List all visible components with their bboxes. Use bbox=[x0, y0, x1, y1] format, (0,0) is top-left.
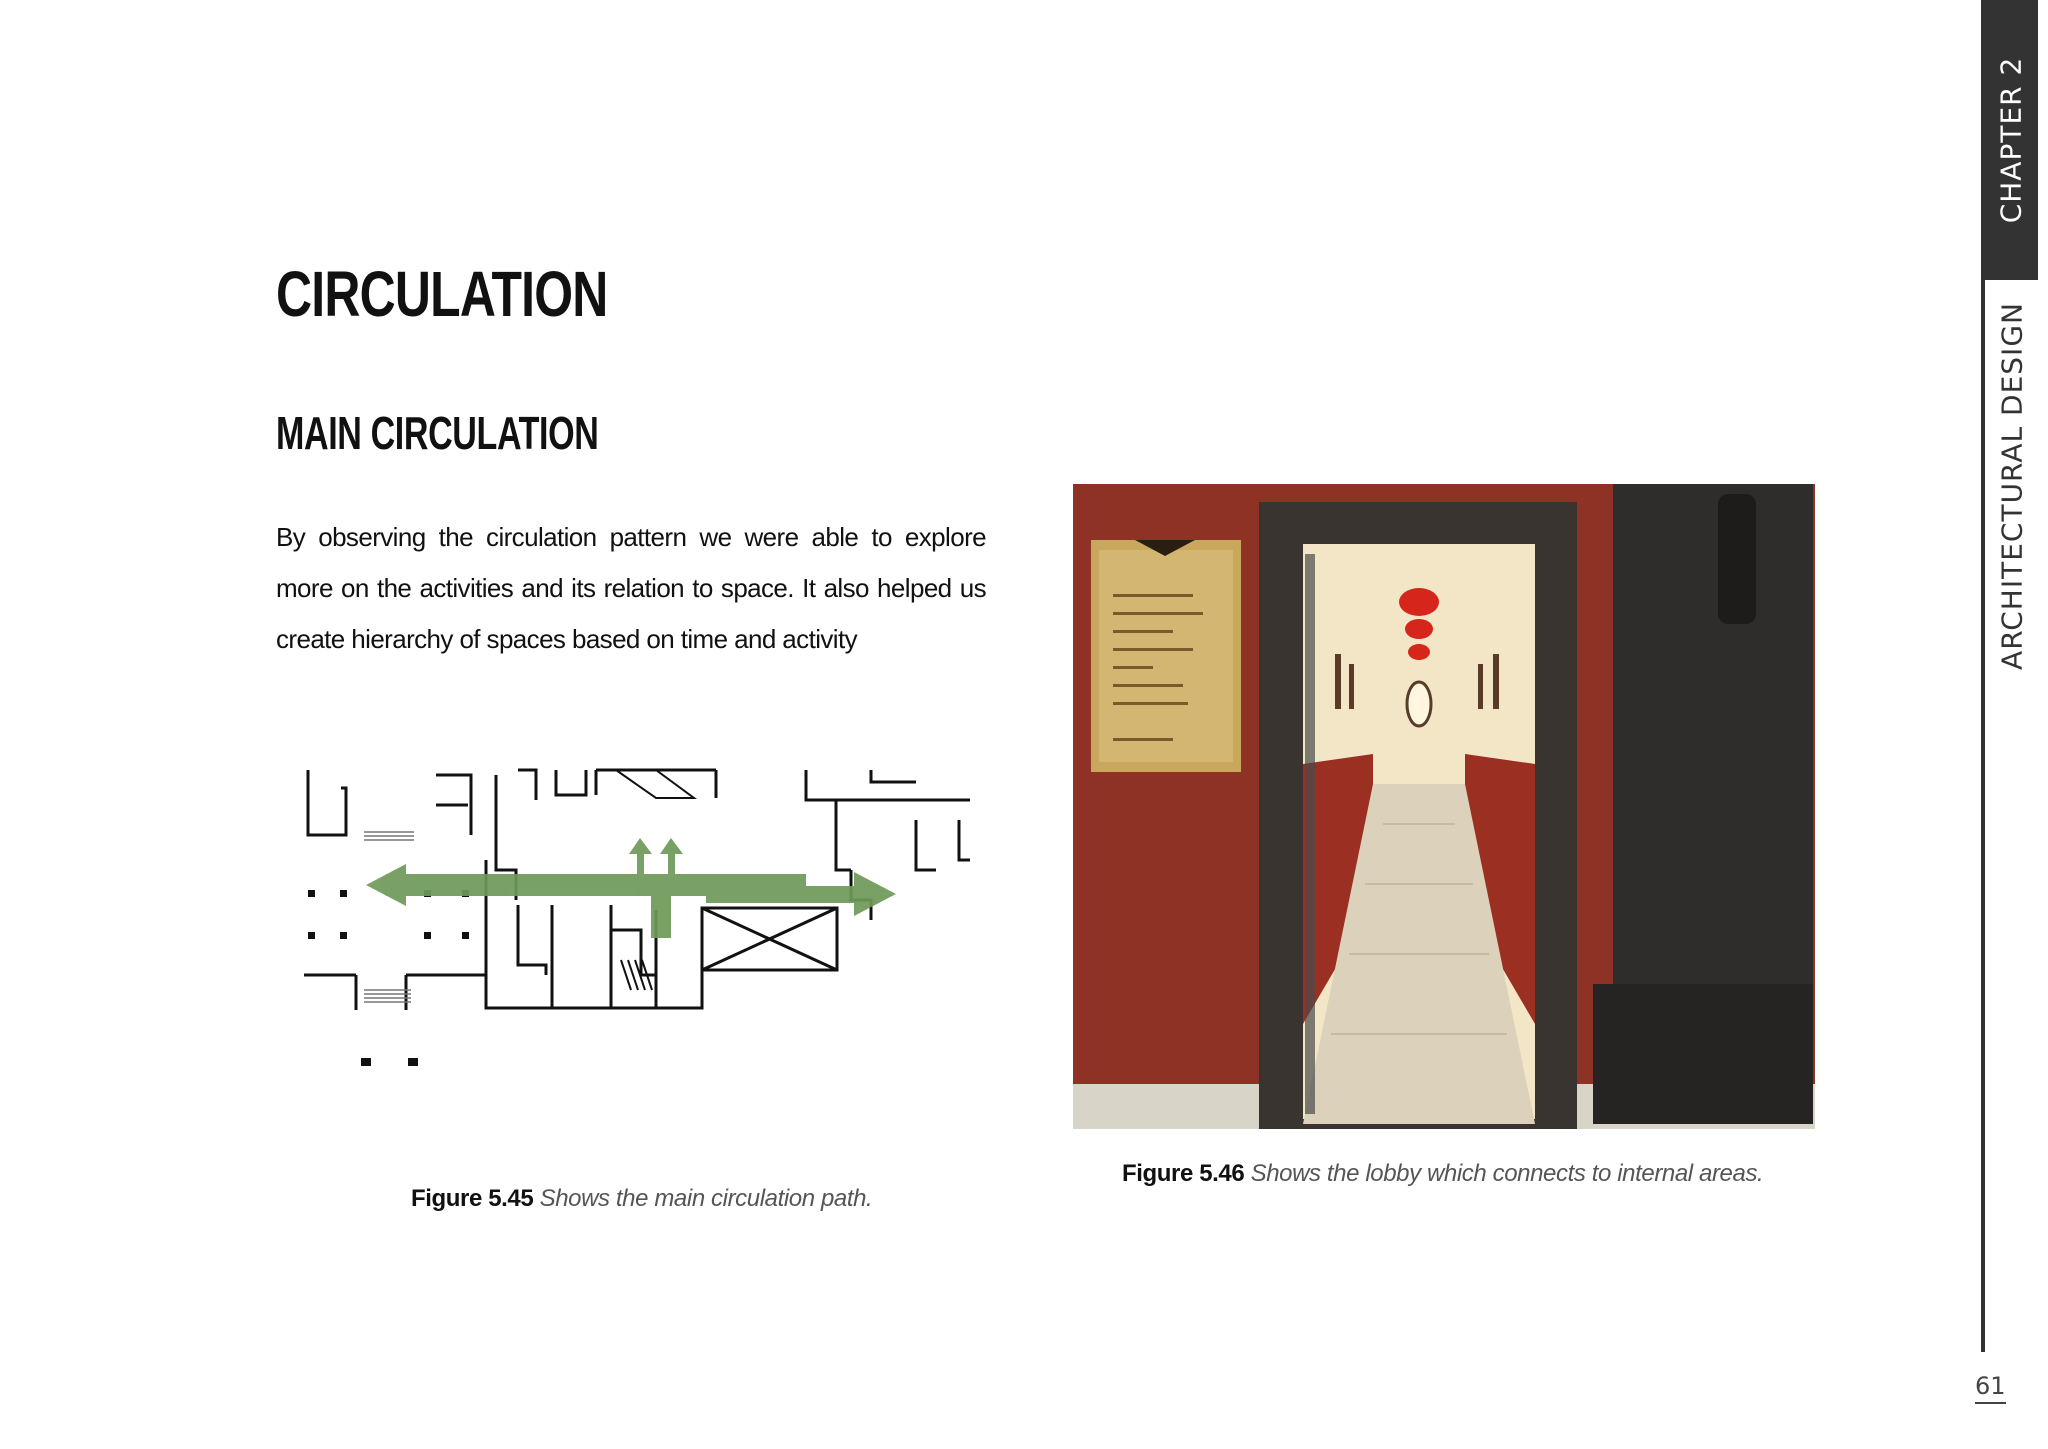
figure-description: Shows the main circulation path. bbox=[539, 1185, 873, 1212]
figure-5-46-caption bbox=[1122, 1160, 1763, 1188]
section-label: ARCHITECTURAL DESIGN bbox=[1995, 302, 2029, 670]
page-number: 61 bbox=[1975, 1372, 2006, 1404]
lobby-photo bbox=[1073, 484, 1815, 1129]
figure-5-45-caption bbox=[411, 1185, 872, 1213]
figure-number: Figure 5.46 bbox=[1122, 1160, 1245, 1187]
figure-number: Figure 5.45 bbox=[411, 1185, 534, 1212]
floor-plan-diagram bbox=[296, 760, 970, 1090]
page-title: CIRCULATION bbox=[276, 258, 608, 330]
section-subtitle: MAIN CIRCULATION bbox=[276, 407, 599, 459]
circulation-path bbox=[366, 838, 896, 938]
figure-description: Shows the lobby which connects to internal areas. bbox=[1250, 1160, 1764, 1187]
body-paragraph: By observing the circulation pattern we were able to explore more on the activities and its relation to space. It also helped us create hierarchy of spaces based on time and activity bbox=[276, 522, 986, 654]
chapter-label: CHAPTER 2 bbox=[1994, 56, 2028, 224]
